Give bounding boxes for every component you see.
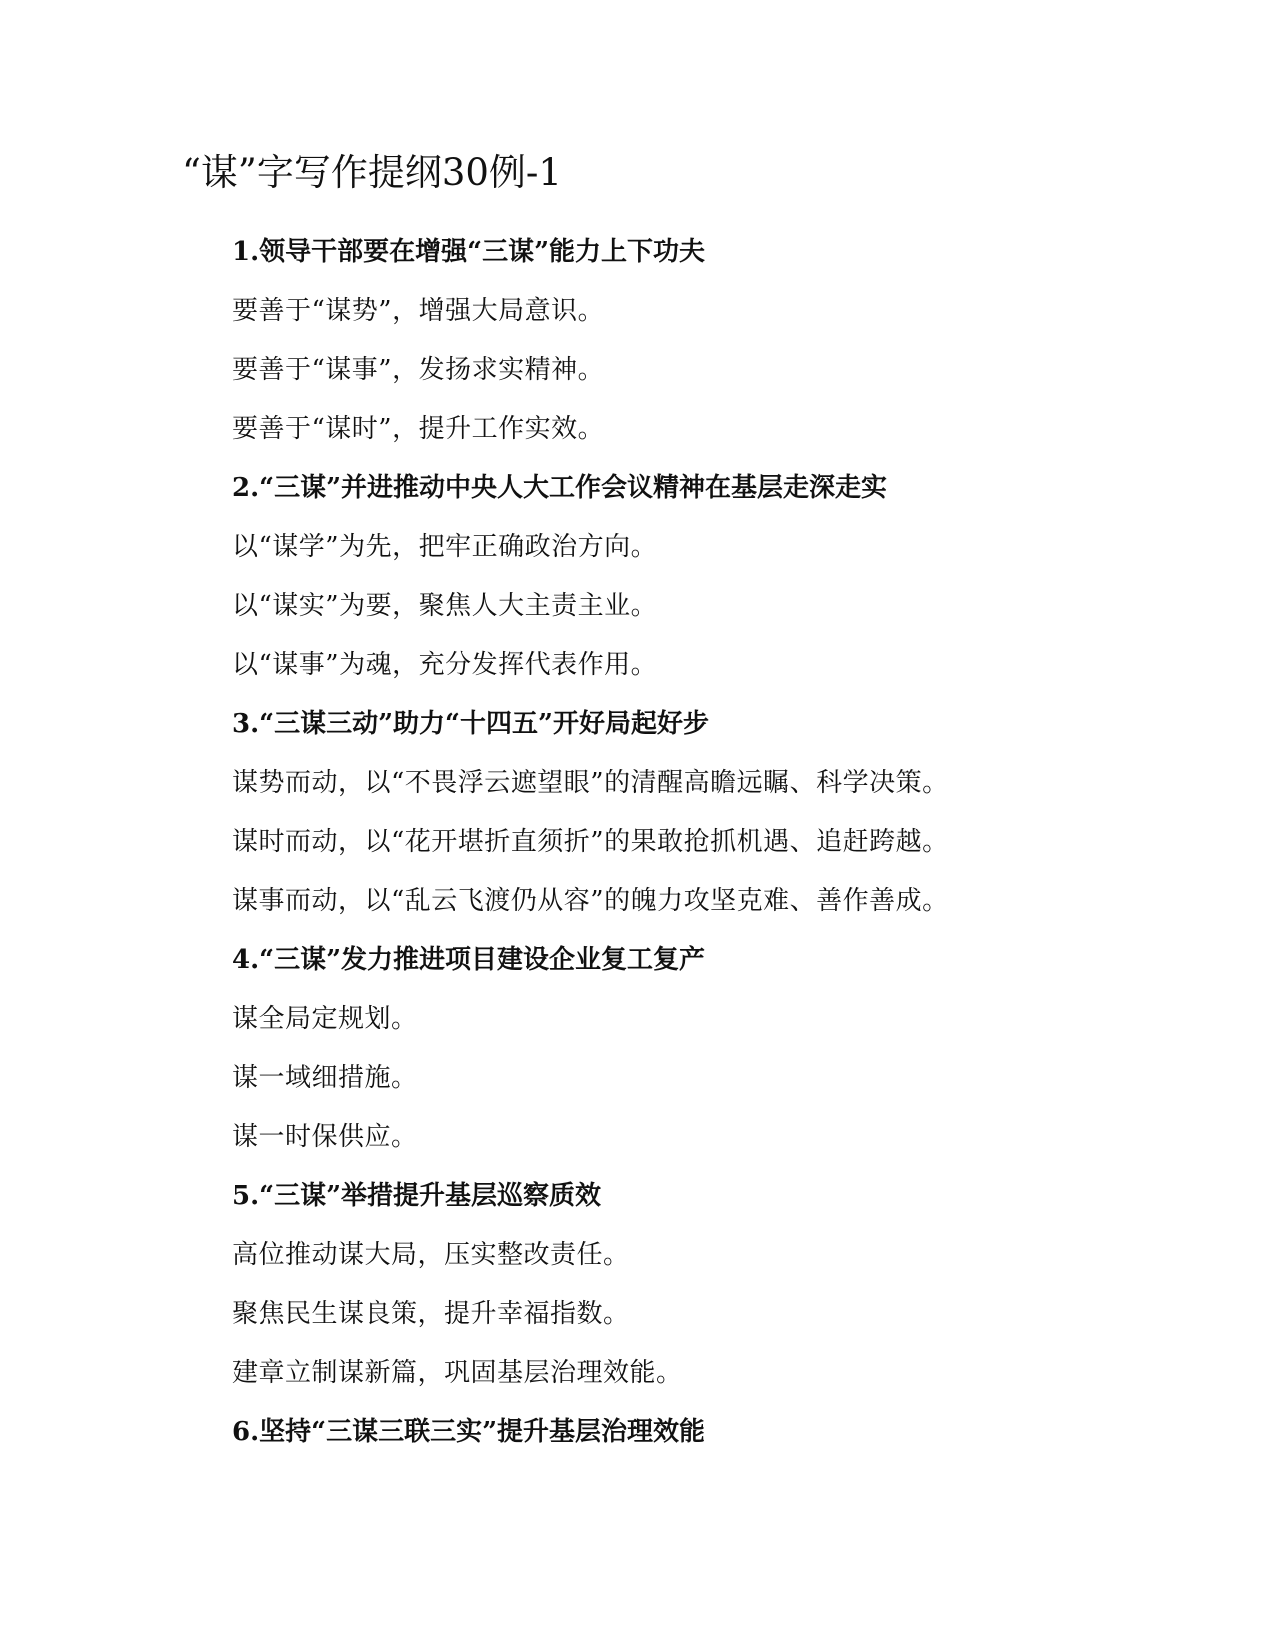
outline-heading: 1.领导干部要在增强“三谋”能力上下功夫 xyxy=(232,237,706,267)
outline-item: 高位推动谋大局，压实整改责任。 xyxy=(232,1240,630,1270)
outline-item: 谋势而动，以“不畏浮云遮望眼”的清醒高瞻远瞩、科学决策。 xyxy=(232,768,949,798)
outline-item: 要善于“谋事”，发扬求实精神。 xyxy=(232,355,605,385)
outline-item: 要善于“谋势”，增强大局意识。 xyxy=(232,296,605,326)
outline-item: 谋时而动，以“花开堪折直须折”的果敢抢抓机遇、追赶跨越。 xyxy=(232,827,949,857)
outline-item: 以“谋事”为魂，充分发挥代表作用。 xyxy=(232,650,658,680)
outline-item: 以“谋实”为要，聚焦人大主责主业。 xyxy=(232,591,658,621)
outline-heading: 6.坚持“三谋三联三实”提升基层治理效能 xyxy=(232,1417,706,1447)
outline-item: 聚焦民生谋良策，提升幸福指数。 xyxy=(232,1299,630,1329)
outline-item: 谋全局定规划。 xyxy=(232,1004,418,1034)
outline-item: 要善于“谋时”，提升工作实效。 xyxy=(232,414,605,444)
outline-heading: 3.“三谋三动”助力“十四五”开好局起好步 xyxy=(232,709,709,739)
outline-item: 谋一域细措施。 xyxy=(232,1063,418,1093)
outline-heading: 2.“三谋”并进推动中央人大工作会议精神在基层走深走实 xyxy=(232,473,888,503)
outline-heading: 4.“三谋”发力推进项目建设企业复工复产 xyxy=(232,945,706,975)
outline-heading: 5.“三谋”举措提升基层巡察质效 xyxy=(232,1181,602,1211)
outline-item: 谋一时保供应。 xyxy=(232,1122,418,1152)
document-title: “谋”字写作提纲30例-1 xyxy=(182,151,562,194)
outline-item: 以“谋学”为先，把牢正确政治方向。 xyxy=(232,532,658,562)
outline-item: 建章立制谋新篇，巩固基层治理效能。 xyxy=(232,1358,683,1388)
outline-item: 谋事而动，以“乱云飞渡仍从容”的魄力攻坚克难、善作善成。 xyxy=(232,886,949,916)
outline-content xyxy=(232,223,1232,1462)
